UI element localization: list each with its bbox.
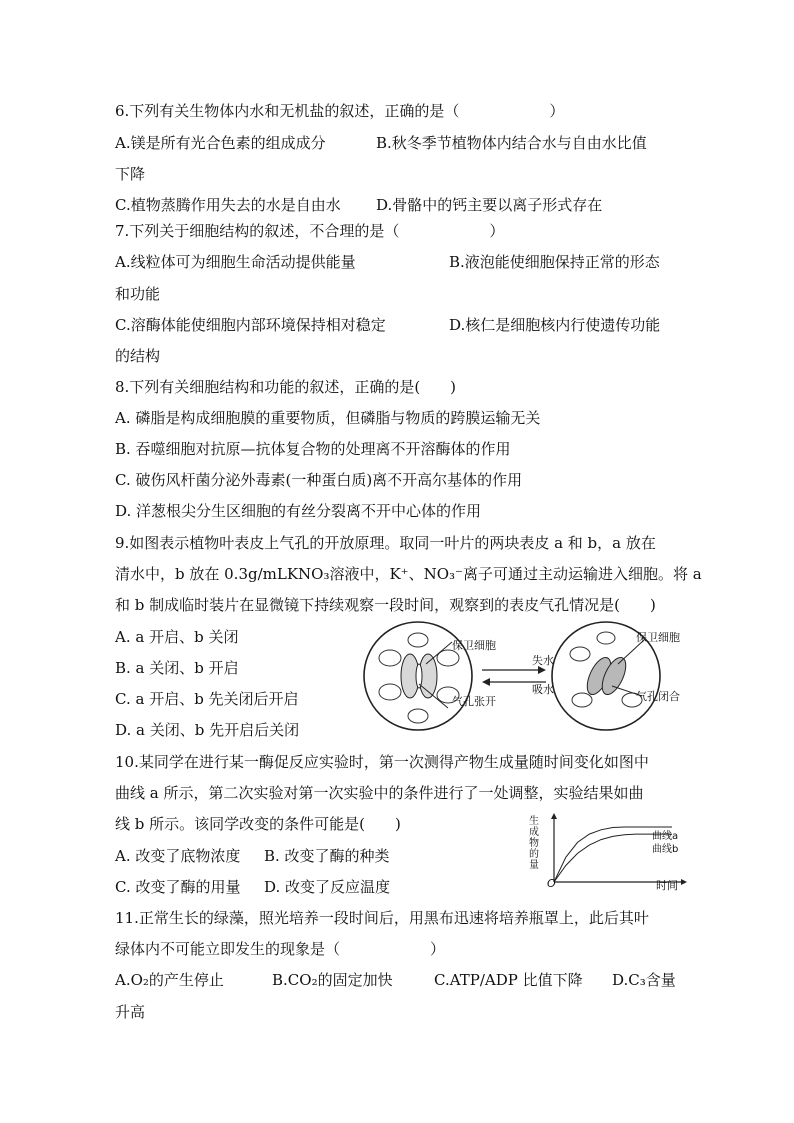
stomata-right-caption: 气孔闭合 — [636, 690, 680, 703]
q7-option-b: B.液泡能使细胞保持正常的形态 — [449, 253, 660, 271]
chart-origin: O — [547, 877, 556, 890]
q11-option-c: C.ATP/ADP 比值下降 — [434, 971, 583, 989]
q9-option-d: D. a 关闭、b 先开启后关闭 — [115, 721, 300, 739]
q6-option-b: B.秋冬季节植物体内结合水与自由水比值 — [376, 134, 647, 152]
q9-stem-line2: 清水中，b 放在 0.3g/mLKNO₃溶液中，K⁺、NO₃⁻离子可通过主动运输进入细胞。将 a — [115, 565, 702, 583]
stomata-left-label: 保卫细胞 — [452, 639, 496, 652]
q6-option-c: C.植物蒸腾作用失去的水是自由水 — [115, 196, 341, 214]
q11-option-d-cont: 升高 — [115, 1003, 146, 1021]
q6-stem: 6.下列有关生物体内水和无机盐的叙述，正确的是（ ） — [115, 102, 565, 120]
q8-option-c: C. 破伤风杆菌分泌外毒素(一种蛋白质)离不开高尔基体的作用 — [115, 471, 523, 489]
chart-x-label: 时间 — [656, 879, 678, 892]
q11-option-b: B.CO₂的固定加快 — [272, 971, 393, 989]
q7-stem: 7.下列关于细胞结构的叙述，不合理的是（ ） — [115, 222, 505, 240]
q7-option-d: D.核仁是细胞核内行使遗传功能 — [449, 316, 661, 334]
q9-option-b: B. a 关闭、b 开启 — [115, 659, 239, 677]
arrow-label-absorb-water: 吸水 — [532, 683, 554, 696]
q10-stem-line1: 10.某同学在进行某一酶促反应实验时，第一次测得产物生成量随时间变化如图中 — [115, 753, 649, 771]
stomata-left-caption: 气孔张开 — [452, 695, 496, 708]
q7-option-b-cont: 和功能 — [115, 285, 161, 303]
q8-option-a: A. 磷脂是构成细胞膜的重要物质，但磷脂与物质的跨膜运输无关 — [115, 409, 541, 427]
q10-option-a: A. 改变了底物浓度 — [115, 847, 241, 865]
q6-option-b-cont: 下降 — [115, 165, 146, 183]
q8-stem: 8.下列有关细胞结构和功能的叙述，正确的是( ) — [115, 378, 457, 396]
q9-stem-line1: 9.如图表示植物叶表皮上气孔的开放原理。取同一叶片的两块表皮 a 和 b，a 放在 — [115, 534, 656, 552]
q8-option-b: B. 吞噬细胞对抗原—抗体复合物的处理离不开溶酶体的作用 — [115, 440, 511, 458]
chart-y-label: 生成物的量 — [529, 816, 539, 871]
q8-option-d: D. 洋葱根尖分生区细胞的有丝分裂离不开中心体的作用 — [115, 502, 482, 520]
q7-option-c: C.溶酶体能使细胞内部环境保持相对稳定 — [115, 316, 386, 334]
q10-stem-line3: 线 b 所示。该同学改变的条件可能是( ) — [115, 815, 401, 833]
q7-option-a: A.线粒体可为细胞生命活动提供能量 — [115, 253, 356, 271]
q6-option-d: D.骨骼中的钙主要以离子形式存在 — [376, 196, 603, 214]
q10-option-b: B. 改变了酶的种类 — [264, 847, 390, 865]
q9-stem-line3: 和 b 制成临时装片在显微镜下持续观察一段时间，观察到的表皮气孔情况是( ) — [115, 596, 656, 614]
q11-option-d: D.C₃含量 — [612, 971, 676, 989]
q10-option-d: D. 改变了反应温度 — [264, 878, 391, 896]
q9-option-c: C. a 开启、b 先关闭后开启 — [115, 690, 299, 708]
chart-legend-curve-b: 曲线b — [652, 844, 679, 855]
q9-option-a: A. a 开启、b 关闭 — [115, 628, 239, 646]
q11-stem-line2: 绿体内不可能立即发生的现象是（ ） — [115, 940, 446, 958]
arrow-label-lose-water: 失水 — [532, 654, 554, 667]
q6-option-a: A.镁是所有光合色素的组成成分 — [115, 134, 326, 152]
q10-stem-line2: 曲线 a 所示，第二次实验对第一次实验中的条件进行了一处调整，实验结果如曲 — [115, 784, 644, 802]
q10-option-c: C. 改变了酶的用量 — [115, 878, 241, 896]
chart-legend-curve-a: 曲线a — [652, 831, 679, 842]
q11-stem-line1: 11.正常生长的绿藻，照光培养一段时间后，用黑布迅速将培养瓶罩上，此后其叶 — [115, 909, 649, 927]
q7-option-d-cont: 的结构 — [115, 347, 161, 365]
stomata-right-label: 保卫细胞 — [636, 631, 680, 644]
q11-option-a: A.O₂的产生停止 — [115, 971, 224, 989]
